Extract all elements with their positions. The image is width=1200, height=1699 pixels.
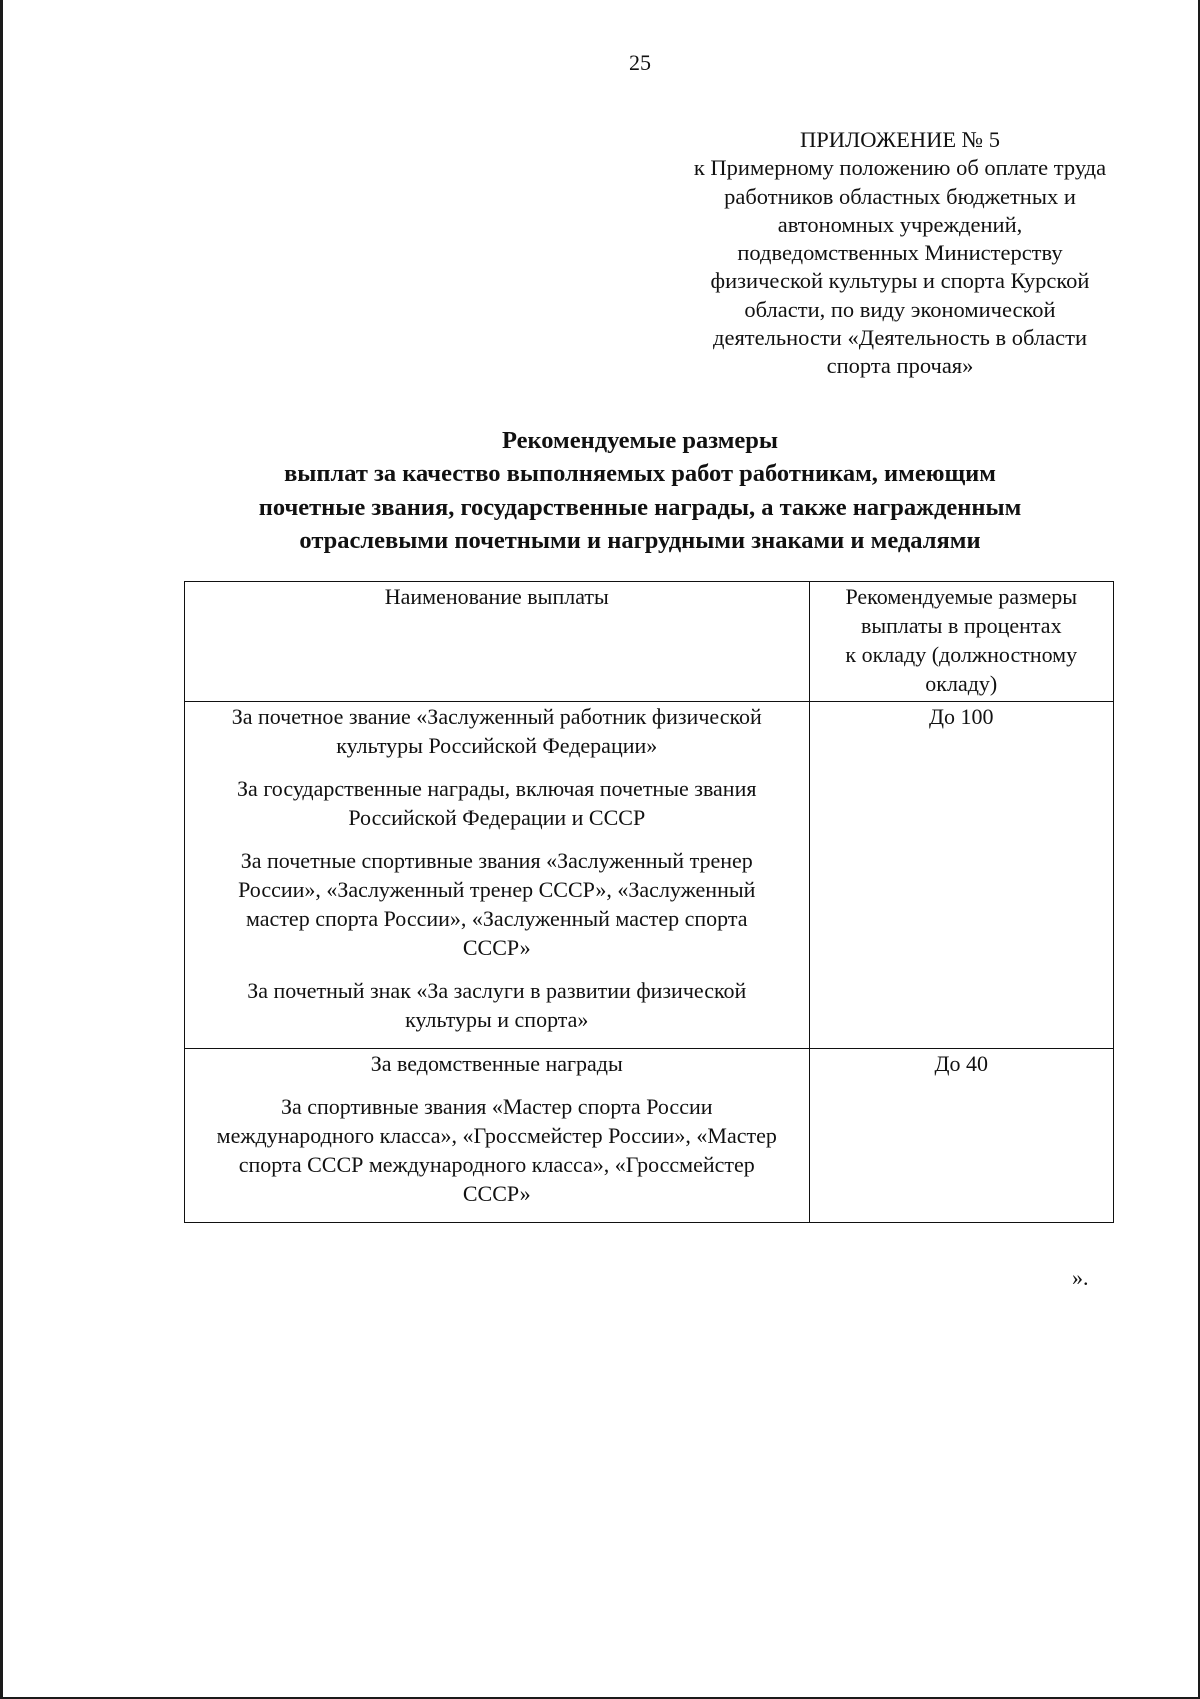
- appendix-line: подведомственных Министерству: [737, 240, 1063, 266]
- table-row: [185, 702, 1114, 1049]
- table-row: [185, 1049, 1114, 1223]
- payment-name-cell: [185, 1049, 810, 1223]
- appendix-line: работников областных бюджетных и: [724, 183, 1076, 209]
- payment-item-line: культуры и спорта»: [405, 1007, 589, 1032]
- appendix-block: [660, 126, 1140, 381]
- payment-item-line: культуры Российской Федерации»: [336, 733, 658, 758]
- appendix-line: деятельности «Деятельность в области: [713, 325, 1087, 351]
- appendix-line: автономных учреждений,: [777, 211, 1023, 237]
- header-line: окладу): [925, 671, 998, 696]
- payment-item-line: России», «Заслуженный тренер СССР», «Заслуженный: [238, 877, 756, 902]
- payment-item-line: мастер спорта России», «Заслуженный мастер спорта: [246, 906, 748, 931]
- appendix-line: физической культуры и спорта Курской: [710, 268, 1090, 294]
- payment-item-line: За ведомственные награды: [370, 1051, 623, 1076]
- page-number: 25: [629, 50, 651, 75]
- header-line: выплаты в процентах: [860, 613, 1062, 638]
- appendix-line: к Примерному положению об оплате труда: [693, 155, 1107, 181]
- payment-item-line: За государственные награды, включая почетные звания: [237, 776, 757, 801]
- payment-size-cell: До 40: [809, 1049, 1113, 1223]
- payment-item-line: СССР»: [462, 935, 531, 960]
- payment-item: [187, 1092, 807, 1208]
- payment-item-line: За почетный знак «За заслуги в развитии физической: [247, 978, 747, 1003]
- closing-quote-mark: ».: [1072, 1265, 1089, 1290]
- header-payment-size: [809, 582, 1113, 702]
- appendix-title: ПРИЛОЖЕНИЕ № 5: [799, 127, 1001, 152]
- payment-item: [187, 1049, 807, 1078]
- payment-item-line: международного класса», «Гроссмейстер России», «Мастер: [216, 1123, 777, 1148]
- payment-item: [187, 702, 807, 760]
- header-payment-name: [185, 582, 810, 702]
- appendix-line: области, по виду экономической: [744, 296, 1056, 322]
- payment-item-line: СССР»: [462, 1181, 531, 1206]
- header-line: к окладу (должностному: [845, 642, 1078, 667]
- document-heading: [160, 424, 1120, 558]
- payment-item: [187, 846, 807, 962]
- payment-item: [187, 774, 807, 832]
- payment-item: [187, 976, 807, 1034]
- table-header-row: [185, 582, 1114, 702]
- appendix-line: спорта прочая»: [826, 353, 974, 379]
- payment-size-cell: До 100: [809, 702, 1113, 1049]
- heading-line: почетные звания, государственные награды, а также награжденным: [258, 493, 1022, 521]
- header-line: Рекомендуемые размеры: [845, 584, 1078, 609]
- payment-item-line: спорта СССР международного класса», «Гроссмейстер: [238, 1152, 755, 1177]
- scan-border-left: [0, 0, 3, 1699]
- payment-item-line: За почетные спортивные звания «Заслуженный тренер: [240, 848, 753, 873]
- payment-item-line: Российской Федерации и СССР: [348, 805, 646, 830]
- header-line: Наименование выплаты: [384, 584, 609, 609]
- heading-line: выплат за качество выполняемых работ работникам, имеющим: [284, 460, 996, 488]
- payment-item-line: За спортивные звания «Мастер спорта России: [280, 1094, 713, 1119]
- payments-table: [184, 581, 1114, 1223]
- payment-name-cell: [185, 702, 810, 1049]
- heading-line: Рекомендуемые размеры: [501, 427, 779, 454]
- heading-line: отраслевыми почетными и нагрудными знаками и медалями: [299, 527, 981, 555]
- payment-item-line: За почетное звание «Заслуженный работник физической: [231, 704, 762, 729]
